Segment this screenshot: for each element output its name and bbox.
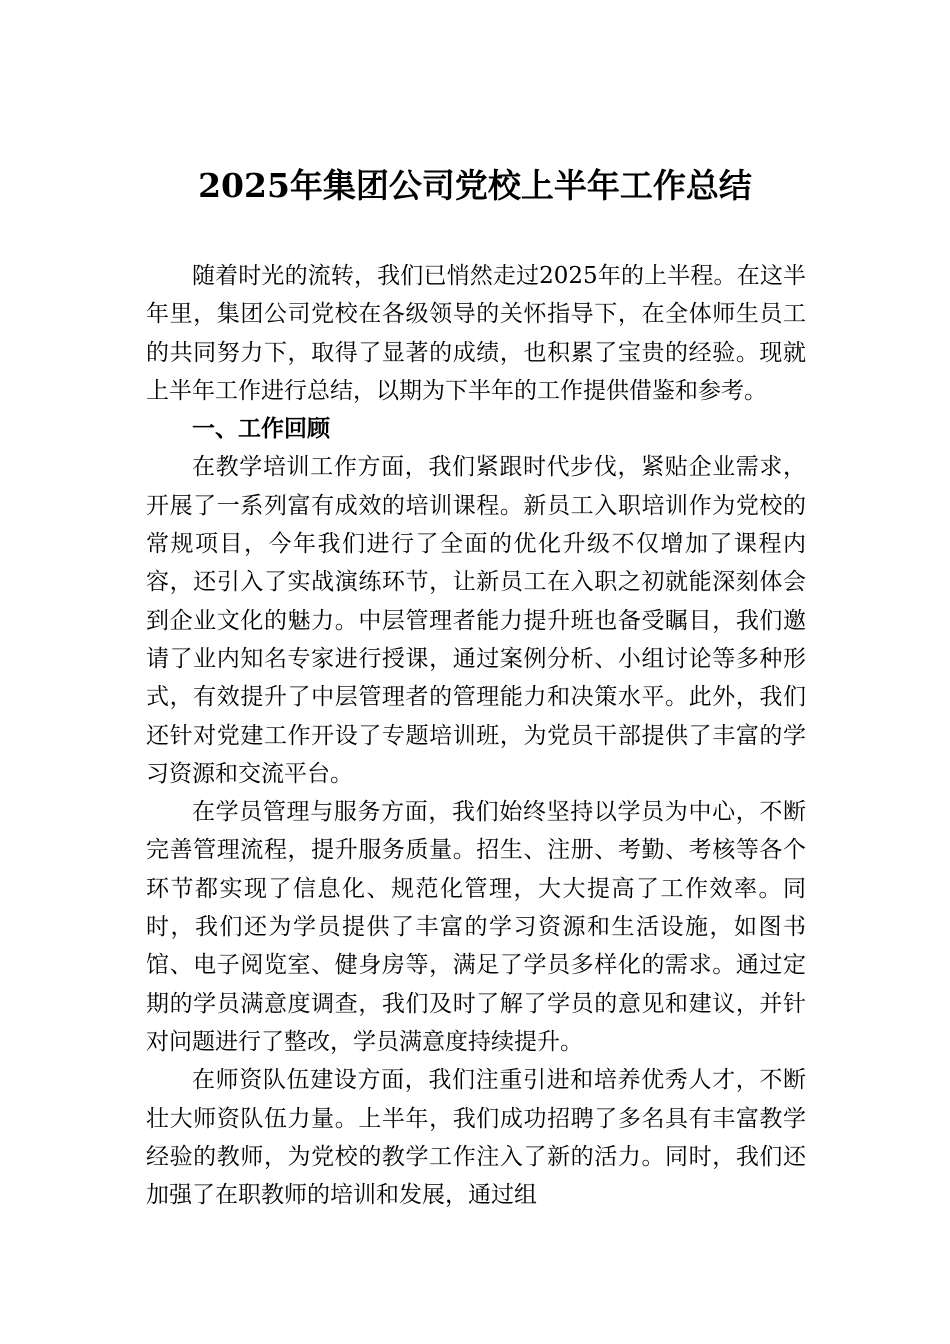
faculty-building-paragraph: 在师资队伍建设方面，我们注重引进和培养优秀人才，不断壮大师资队伍力量。上半年，我们成功招聘了多名具有丰富教学经验的教师，为党校的教学工作注入了新的活力。同时，我们还加强了在职教师的培训和发展，通过组 [146,1067,806,1209]
document-title: 2025年集团公司党校上半年工作总结 [198,166,752,205]
student-management-paragraph: 在学员管理与服务方面，我们始终坚持以学员为中心，不断完善管理流程，提升服务质量。招生、注册、考勤、考核等各个环节都实现了信息化、规范化管理，大大提高了工作效率。同时，我们还为学员提供了丰富的学习资源和生活设施，如图书馆、电子阅览室、健身房等，满足了学员多样化的需求。通过定期的学员满意度调查，我们及时了解了学员的意见和建议，并针对问题进行了整改，学员满意度持续提升。 [146,799,806,1055]
document-body [146,257,806,1214]
teaching-training-paragraph: 在教学培训工作方面，我们紧跟时代步伐，紧贴企业需求，开展了一系列富有成效的培训课程。新员工入职培训作为党校的常规项目，今年我们进行了全面的优化升级不仅增加了课程内容，还引入了实战演练环节，让新员工在入职之初就能深刻体会到企业文化的魅力。中层管理者能力提升班也备受瞩目，我们邀请了业内知名专家进行授课，通过案例分析、小组讨论等多种形式，有效提升了中层管理者的管理能力和决策水平。此外，我们还针对党建工作开设了专题培训班，为党员干部提供了丰富的学习资源和交流平台。 [146,454,806,787]
section-heading: 一、工作回顾 [192,416,330,443]
intro-paragraph: 随着时光的流转，我们已悄然走过2025年的上半程。在这半年里，集团公司党校在各级领导的关怀指导下，在全体师生员工的共同努力下，取得了显著的成绩，也积累了宝贵的经验。现就上半年工作进行总结，以期为下半年的工作提供借鉴和参考。 [146,263,806,404]
